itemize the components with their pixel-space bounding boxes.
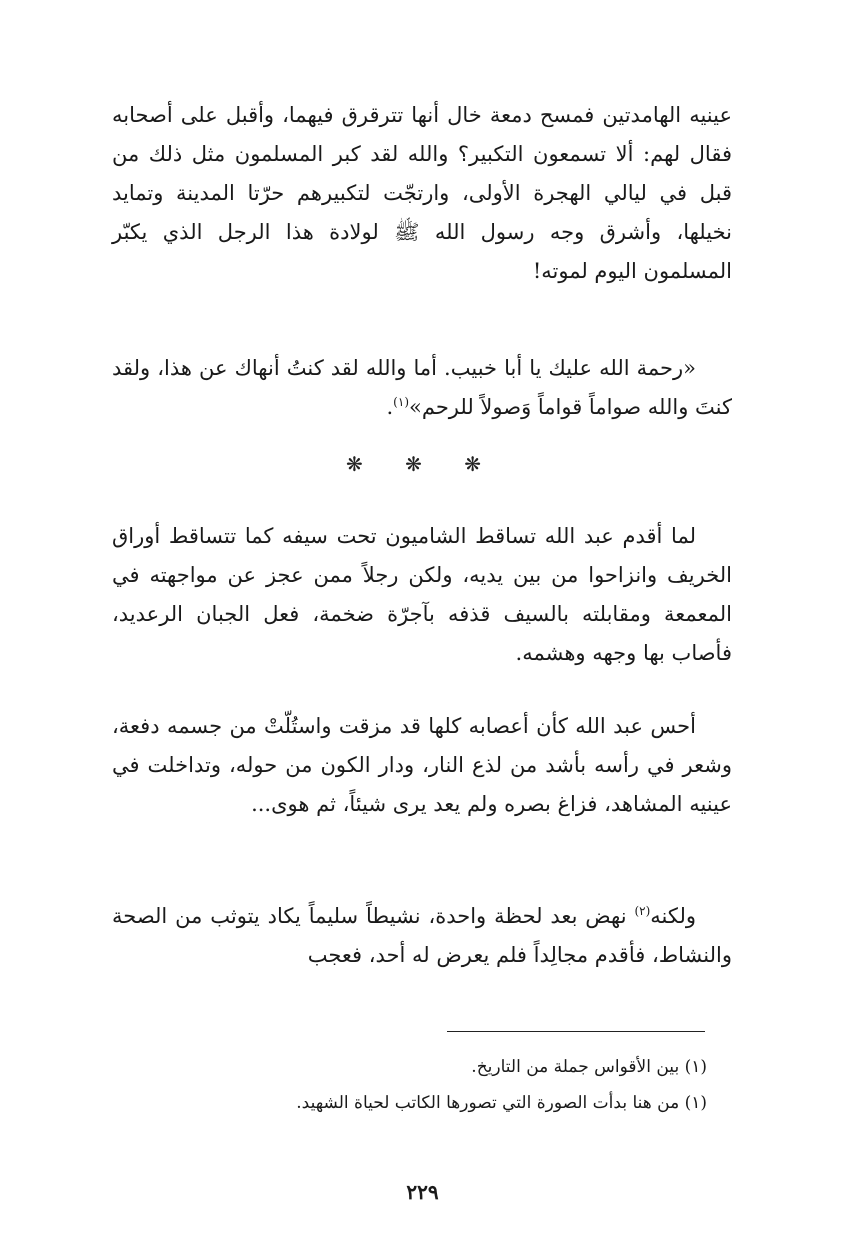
paragraph-5-text bbox=[112, 897, 732, 975]
page-number: ٢٢٩ bbox=[406, 1180, 439, 1204]
paragraph-2 bbox=[112, 349, 732, 427]
footnote-1: (١) بين الأقواس جملة من التاريخ. bbox=[471, 1057, 707, 1077]
paragraph-1-text: عينيه الهامدتين فمسح دمعة خال أنها تترقرق فيهما، وأقبل على أصحابه فقال لهم: ألا تسمعون التكبير؟ والله لقد كبر المسلمون مثل ذلك من قبل في ليالي الهجرة الأولى، وارتجّت لتكبيرهم حرّتا المدينة وتمايد نخيلها، وأشرق وجه رسول الله ﷺ لولادة هذا الرجل الذي يكبّر المسلمون اليوم لموته! bbox=[112, 103, 732, 283]
paragraph-5 bbox=[112, 897, 732, 975]
footnote-ref-1[interactable]: (١) bbox=[393, 395, 409, 409]
paragraph-3 bbox=[112, 517, 732, 673]
footnote-2: (١) من هنا بدأت الصورة التي تصورها الكاتب لحياة الشهيد. bbox=[296, 1093, 707, 1113]
quote-end: . bbox=[386, 395, 394, 419]
paragraph-5-rest: نهض بعد لحظة واحدة، نشيطاً سليماً يكاد يتوثب من الصحة والنشاط، فأقدم مجالِداً فلم يعرض له أحد، فعجب bbox=[112, 904, 732, 967]
quote-text: «رحمة الله عليك يا أبا خبيب. أما والله لقد كنتُ أنهاك عن هذا، ولقد كنتَ والله صواماً قواماً وَصولاً للرحم» bbox=[112, 356, 732, 419]
footnote-ref-2[interactable]: (٢) bbox=[634, 904, 651, 918]
section-separator: ❋ ❋ ❋ bbox=[346, 452, 499, 476]
paragraph-4-text: أحس عبد الله كأن أعصابه كلها قد مزقت واستُلّتْ من جسمه دفعة، وشعر في رأسه بأشد من لذع النار، ودار الكون من حوله، وتداخلت في عينيه المشاهد، فزاغ بصره ولم يعد يرى شيئاً، ثم هوى... bbox=[112, 714, 732, 816]
paragraph-3-text: لما أقدم عبد الله تساقط الشاميون تحت سيفه كما تتساقط أوراق الخريف وانزاحوا من بين يديه، ولكن رجلاً ممن عجز عن مواجهته في المعمعة ومقابلته بالسيف قذفه بآجرّة ضخمة، فعل الجبان الرعديد، فأصاب بها وجهه وهشمه. bbox=[112, 524, 732, 665]
paragraph-4 bbox=[112, 707, 732, 824]
footnote-divider bbox=[447, 1031, 705, 1032]
paragraph-1 bbox=[112, 96, 732, 291]
footnotes bbox=[112, 1049, 707, 1121]
paragraph-5-start: ولكنه bbox=[650, 904, 696, 928]
quote-paragraph bbox=[112, 349, 732, 427]
